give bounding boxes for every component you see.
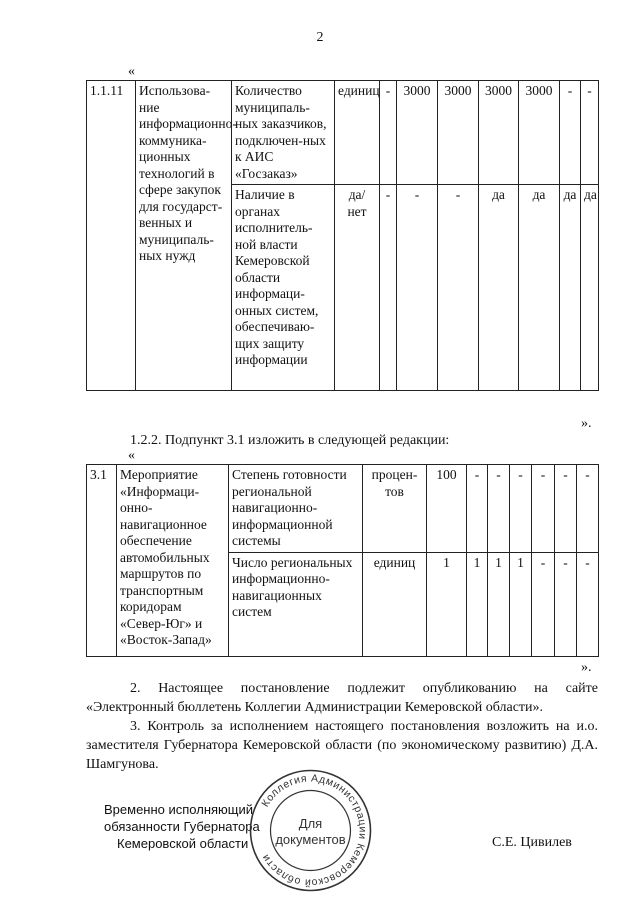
value-cell: -: [380, 185, 397, 391]
unit-cell: единиц: [335, 81, 380, 185]
value-cell: 1: [467, 552, 488, 656]
value-cell: -: [488, 465, 510, 553]
measure-name: Мероприятие «Информаци-онно-навигационное обеспечение автомобильных маршрутов по транспортным коридорам «Север-Юг» и «Восток-Запад»: [117, 465, 229, 657]
measures-table-1: [86, 80, 599, 391]
value-cell: 100: [427, 465, 467, 553]
value-cell: -: [438, 185, 479, 391]
value-cell: 1: [510, 552, 532, 656]
svg-text:Для: Для: [298, 816, 323, 831]
value-cell: -: [532, 552, 555, 656]
value-cell: -: [555, 552, 577, 656]
unit-cell: единиц: [363, 552, 427, 656]
measure-name: Использова-ние информационно-коммуника-ционных технологий в сфере закупок для государст-венных и муниципаль-ных нужд: [136, 81, 232, 391]
value-cell: -: [397, 185, 438, 391]
value-cell: -: [577, 552, 599, 656]
official-stamp: [248, 768, 373, 893]
value-cell: 1: [427, 552, 467, 656]
unit-cell: процен-тов: [363, 465, 427, 553]
signatory-name: С.Е. Цивилев: [492, 835, 572, 850]
stamp-seal-icon: [248, 768, 373, 893]
paragraph-control: 3. Контроль за исполнением настоящего постановления возложить на и.о. заместителя Губернатора Кемеровской области (по экономическому развитию) Д.А. Шамгунова.: [86, 719, 598, 772]
value-cell: 1: [488, 552, 510, 656]
signature-title-line3: Кемеровской области: [117, 836, 249, 851]
close-quote: ».: [581, 416, 592, 431]
value-cell: 3000: [438, 81, 479, 185]
signature-title-line2: обязанности Губернатора: [104, 819, 260, 834]
value-cell: -: [380, 81, 397, 185]
svg-text:документов: документов: [275, 832, 346, 847]
table-row: [87, 81, 599, 185]
row-code: 3.1: [87, 465, 117, 657]
value-cell: 3000: [519, 81, 560, 185]
open-quote: «: [128, 448, 135, 463]
value-cell: да: [479, 185, 519, 391]
indicator-cell: Количество муниципаль-ных заказчиков, подключен-ных к АИС «Госзаказ»: [232, 81, 335, 185]
value-cell: -: [581, 81, 599, 185]
table-row: [87, 465, 599, 553]
page-number: 2: [316, 30, 324, 45]
value-cell: да: [581, 185, 599, 391]
value-cell: -: [560, 81, 581, 185]
row-code: 1.1.11: [87, 81, 136, 391]
value-cell: да: [560, 185, 581, 391]
value-cell: -: [555, 465, 577, 553]
indicator-cell: Число региональных информационно-навигационных систем: [229, 552, 363, 656]
indicator-cell: Наличие в органах исполнитель-ной власти Кемеровской области информаци-онных систем, обеспечиваю-щих защиту информации: [232, 185, 335, 391]
svg-text:Коллегия Администрации Кемеров: Коллегия Администрации Кемеровской области: [259, 772, 369, 889]
close-quote: ».: [581, 660, 592, 675]
value-cell: да: [519, 185, 560, 391]
value-cell: 3000: [397, 81, 438, 185]
subpoint-text: 1.2.2. Подпункт 3.1 изложить в следующей редакции:: [130, 433, 450, 448]
value-cell: -: [510, 465, 532, 553]
unit-cell: да/ нет: [335, 185, 380, 391]
indicator-cell: Степень готовности региональной навигационно-информационной системы: [229, 465, 363, 553]
paragraph-publication: 2. Настоящее постановление подлежит опубликованию на сайте «Электронный бюллетень Коллегии Администрации Кемеровской области».: [86, 681, 598, 715]
value-cell: -: [467, 465, 488, 553]
measures-table-2: [86, 464, 599, 657]
value-cell: 3000: [479, 81, 519, 185]
signature-title-line1: Временно исполняющий: [104, 802, 254, 817]
value-cell: -: [577, 465, 599, 553]
value-cell: -: [532, 465, 555, 553]
open-quote: «: [128, 64, 135, 79]
